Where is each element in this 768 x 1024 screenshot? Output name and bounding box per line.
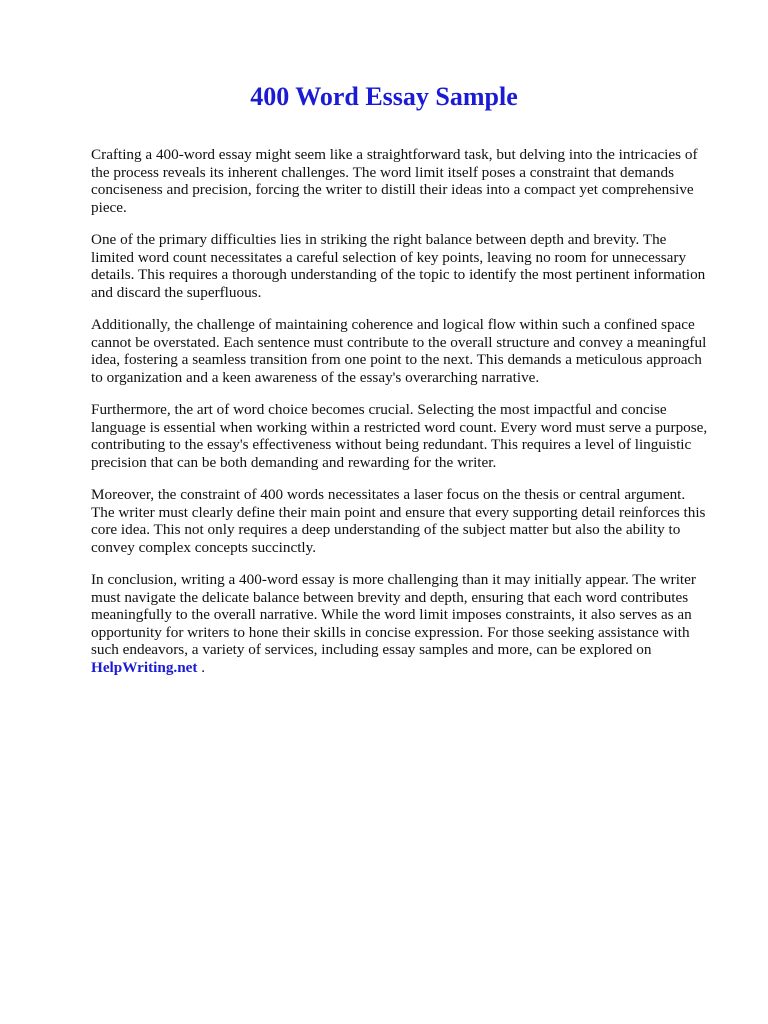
paragraph-1: Crafting a 400-word essay might seem like a straightforward task, but delving into the intricacies of the process reveals its inherent challenges. The word limit itself poses a constraint that demands conciseness and precision, forcing the writer to distill their ideas into a compact yet comprehensive piece. xyxy=(91,146,698,216)
conclusion-text: In conclusion, writing a 400-word essay is more challenging than it may initially appear. The writer must navigate the delicate balance between brevity and depth, ensuring that each word contributes meaningfully to the overall narrative. While the word limit imposes constraints, it also serves as an opportunity for writers to hone their skills in concise expression. For those seeking assistance with such endeavors, a variety of services, including essay samples and more, can be explored on xyxy=(91,571,696,658)
helpwriting-link[interactable]: HelpWriting.net xyxy=(91,658,198,676)
paragraph-5: Moreover, the constraint of 400 words necessitates a laser focus on the thesis or central argument. The writer must clearly define their main point and ensure that every supporting detail reinforces this core idea. This not only requires a deep understanding of the subject matter but also the ability to convey complex concepts succinctly. xyxy=(91,486,706,556)
paragraph-3: Additionally, the challenge of maintaining coherence and logical flow within such a confined space cannot be overstated. Each sentence must contribute to the overall structure and convey a meaningful idea, fostering a seamless transition from one point to the next. This demands a meticulous approach to organization and a keen awareness of the essay's overarching narrative. xyxy=(91,316,707,386)
page-title: 400 Word Essay Sample xyxy=(250,82,518,111)
conclusion-trailing-period: . xyxy=(197,658,206,676)
conclusion-paragraph xyxy=(91,571,712,676)
paragraph-4: Furthermore, the art of word choice becomes crucial. Selecting the most impactful and concise language is essential when working within a restricted word count. Every word must serve a purpose, contributing to the essay's effectiveness without being redundant. This requires a level of linguistic precision that can be both demanding and rewarding for the writer. xyxy=(91,401,708,471)
paragraph-2: One of the primary difficulties lies in striking the right balance between depth and brevity. The limited word count necessitates a careful selection of key points, leaving no room for unnecessary details. This requires a thorough understanding of the topic to identify the most pertinent information and discard the superfluous. xyxy=(91,231,706,301)
